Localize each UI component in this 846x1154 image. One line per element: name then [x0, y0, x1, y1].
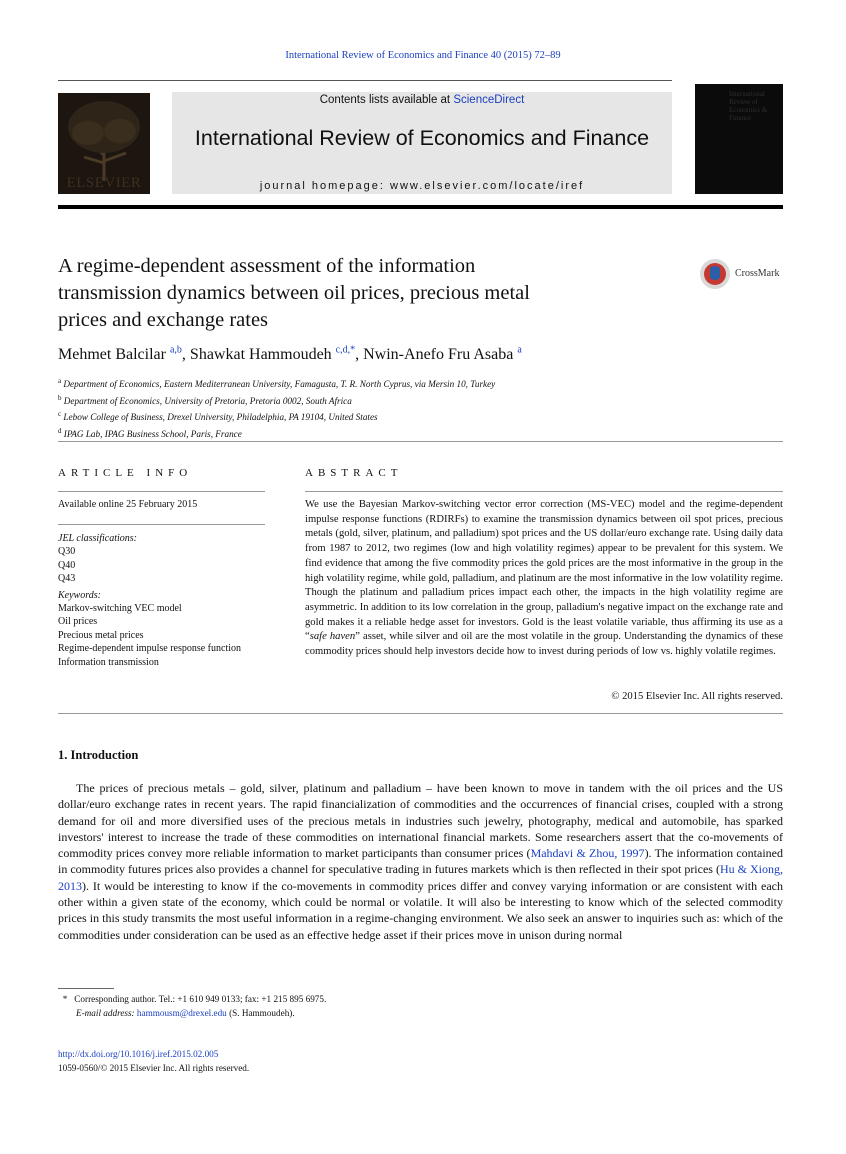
crossmark-label: CrossMark: [735, 268, 780, 279]
footnote-rule: [58, 988, 114, 989]
keyword-item: Information transmission: [58, 656, 159, 668]
abstract-rule: [305, 491, 783, 492]
abstract-bottom-rule: [58, 713, 783, 714]
crossmark-icon: [699, 258, 731, 290]
available-online: Available online 25 February 2015: [58, 499, 198, 510]
affiliation-item: $^b$ Department of Economics, University of Pretoria, Pretoria 0002, South Africa: [58, 393, 352, 406]
crossmark-badge[interactable]: [699, 258, 785, 288]
article-title: A regime-dependent assessment of the information transmission dynamics between oil prices, precious metal prices and exchange rates: [58, 255, 530, 331]
abstract-copyright: © 2015 Elsevier Inc. All rights reserved.: [611, 691, 783, 702]
journal-title: International Review of Economics and Finance: [194, 126, 650, 150]
jel-code: Q30: [58, 546, 76, 558]
header-divider: [58, 80, 672, 81]
affiliation-divider: [58, 441, 783, 442]
author-2-affil[interactable]: c,d,*: [335, 345, 356, 356]
citation-link[interactable]: Mahdavi & Zhou, 1997: [530, 846, 645, 861]
introduction-paragraph: The prices of precious metals – gold, silver, platinum and palladium – have been known to move in tandem with the oil prices and the US dollar/euro exchange rates in recent years. The rapid financialization of commodities and the occurrences of financial crises, coupled with a strong demand for oil and more diversified uses of the precious metals in industries such jewelry, photography, medical and automobile, has sparked investors' interest to increase the trade of these commodities on international financial markets. Some researchers assert that the co-movements of commodity prices convey more reliable information to market participants than consumer prices (Mahdavi & Zhou, 1997). The information contained in commodity futures prices also provides a channel for speculative trading in futures markets which is then reflected in their spot prices (Hu & Xiong, 2013). It would be interesting to know if the co-movements in commodity prices differ and convey varying information or are consistent with each other within a given state of the economy, which could be normal or volatile. It will also be interesting to know which of the selected commodity prices in this study transmits the most useful information in a regime-changing environment. We also seek an answer to inquiries such as: which of the commodities under consideration can be used as an effective hedge asset if their prices move in unison during normal: [58, 781, 783, 942]
journal-cover-image[interactable]: [695, 84, 783, 194]
author-3-affil[interactable]: a: [517, 345, 522, 356]
article-info-rule-2: [58, 524, 265, 525]
doi-link[interactable]: http://dx.doi.org/10.1016/j.iref.2015.02.005: [58, 1049, 219, 1059]
article-info-rule: [58, 491, 265, 492]
abstract-heading: ABSTRACT: [305, 467, 403, 479]
contents-prefix: Contents lists available at: [319, 94, 454, 106]
affiliation-item: $^c$ Lebow College of Business, Drexel University, Philadelphia, PA 19104, United States: [58, 410, 378, 423]
author-1-affil[interactable]: a,b: [169, 345, 182, 356]
section-heading-introduction: 1. Introduction: [58, 748, 139, 762]
jel-code: Q43: [58, 573, 76, 585]
contents-line: [172, 94, 672, 106]
sciencedirect-link[interactable]: ScienceDirect: [453, 94, 525, 106]
article-metadata: [58, 532, 241, 669]
author-2: Shawkat Hammoudeh $^{c,d,*}$,: [189, 345, 364, 364]
email-link[interactable]: hammousm@drexel.edu: [136, 1007, 227, 1018]
keyword-item: Precious metal prices: [58, 629, 144, 641]
elsevier-logo[interactable]: [58, 93, 150, 194]
jel-label: JEL classifications:: [58, 533, 137, 544]
keyword-item: Markov-switching VEC model: [58, 603, 182, 615]
author-3: Nwin-Anefo Fru Asaba $^a$: [363, 345, 522, 364]
affiliation-item: $^d$ IPAG Lab, IPAG Business School, Paris, France: [58, 426, 242, 439]
author-1: Mehmet Balcilar $^{a,b}$,: [58, 345, 190, 364]
keyword-item: Oil prices: [58, 616, 98, 628]
author-list: [58, 345, 522, 364]
header-thick-rule: [58, 205, 783, 209]
keywords-label: Keywords:: [58, 589, 101, 601]
keyword-item: Regime-dependent impulse response function: [58, 643, 242, 655]
abstract-text: We use the Bayesian Markov-switching vector error correction (MS-VEC) model and the regime-dependent impulse response functions (RDIRFs) to examine the transmission dynamics between oil spot prices, precious metals (gold, silver, platinum, and palladium) spot prices and the US dollar/euro exchange rate. Using daily data from 1987 to 2012, two regimes (low and high volatility regimes) appear to be prevalent for this system. We find evidence that among the five commodity prices the gold prices are the most informative in the group in the high volatility regime, while gold, palladium, and platinum are the most informative in the low volatility regime. Though the platinum and palladium prices impact each other, the impacts in the high volatility regime are asymmetric. In addition to its low correlation in the group, palladium's negative impact on the exchange rate and gold makes it a reliable hedge asset for investors. Gold is the least volatile variable, thus affirming its use as a “safe haven” asset, while silver and oil are the most volatile in the group. Understanding the dynamics of these commodity prices should help investors decide how to invest during periods of low vs. highly volatile regimes.: [305, 499, 783, 658]
citation-link[interactable]: Hu & Xiong, 2013: [58, 862, 783, 893]
doi-block: [58, 1048, 249, 1075]
affiliation-list: [58, 375, 495, 441]
issn-line: 1059-0560/© 2015 Elsevier Inc. All rights reserved.: [58, 1062, 250, 1073]
journal-reference-link[interactable]: International Review of Economics and Finance 40 (2015) 72–89: [285, 50, 561, 61]
affiliation-item: $^a$ Department of Economics, Eastern Mediterranean University, Famagusta, T. R. North Cyprus, via Mersin 10, Turkey: [58, 377, 496, 390]
jel-code: Q40: [58, 559, 76, 571]
article-info-heading: ARTICLE INFO: [58, 467, 193, 479]
corresponding-author-footnote: * Corresponding author. Tel.: +1 610 949 0133; fax: +1 215 895 6975. E-mail address: hammousm@drexel.edu (S. Hammoudeh).: [62, 994, 327, 1018]
journal-homepage[interactable]: journal homepage: www.elsevier.com/locate/iref: [259, 180, 585, 192]
elsevier-wordmark: ELSEVIER: [66, 175, 142, 191]
cover-title: International Review of Economics & Finance: [729, 90, 768, 122]
